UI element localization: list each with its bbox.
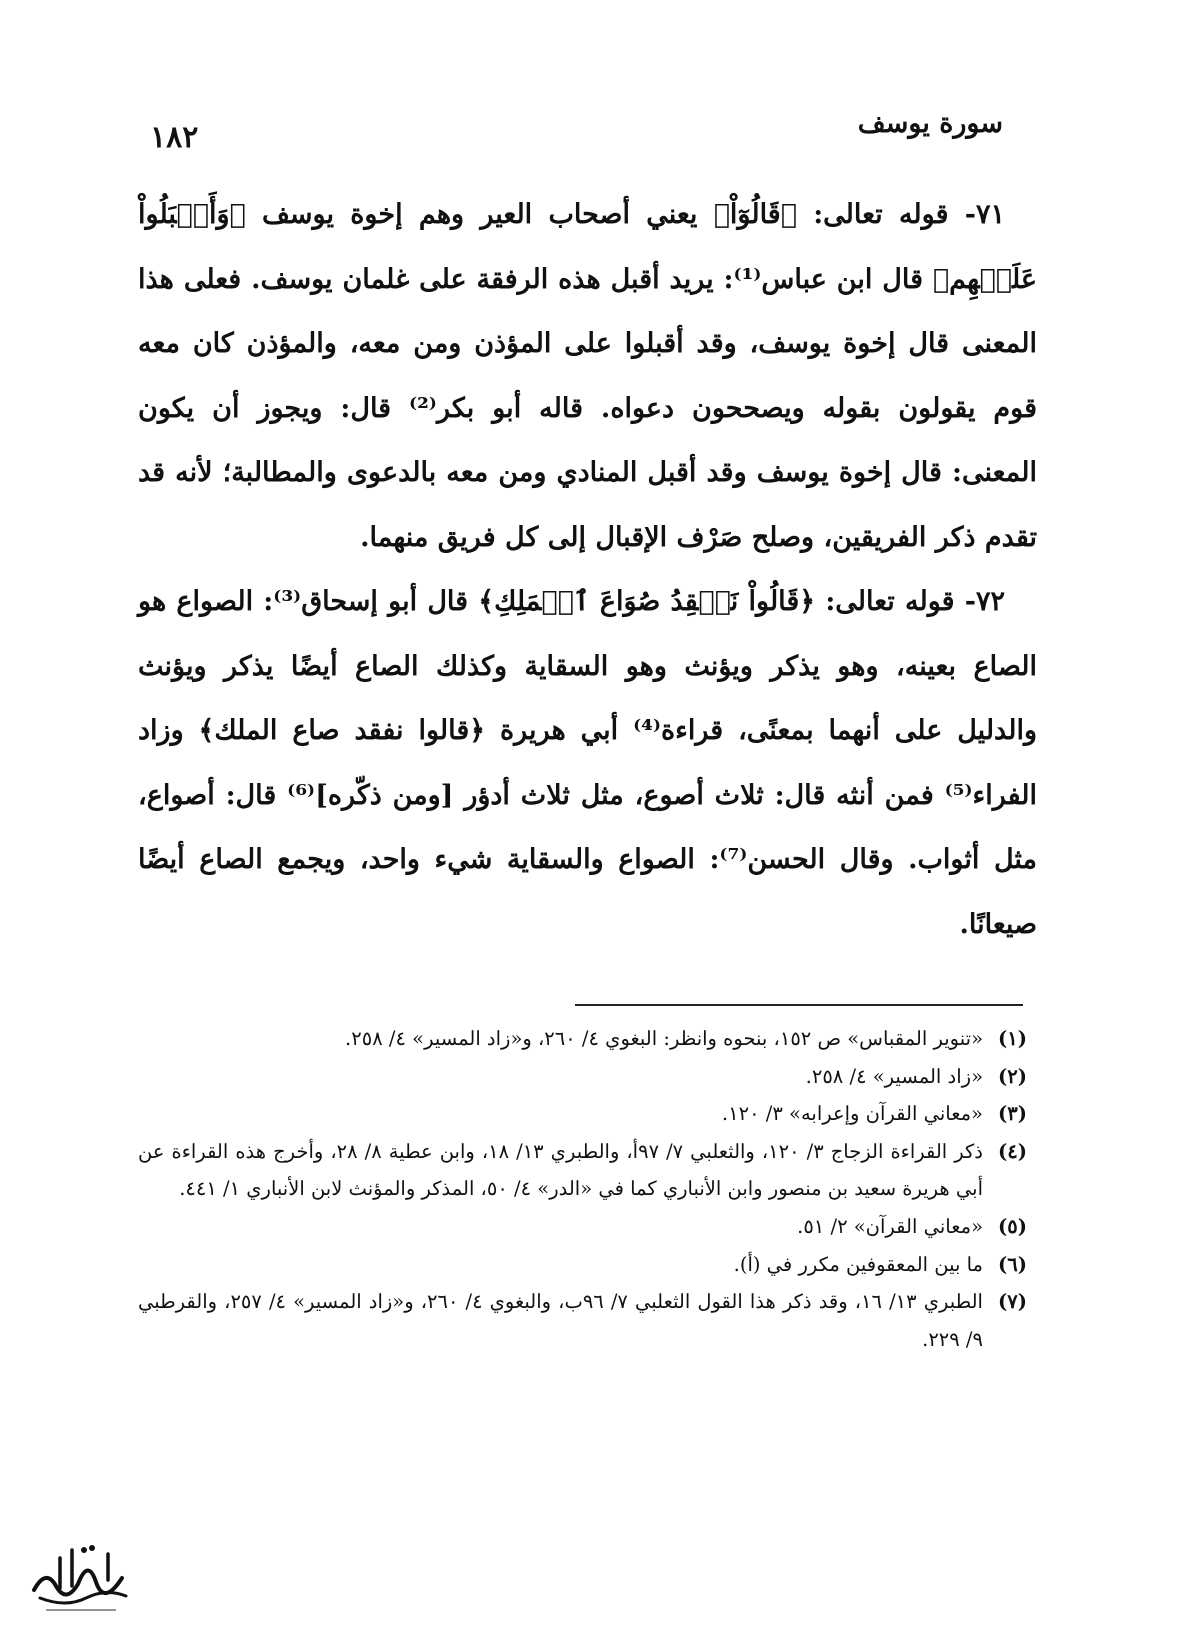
footnote-separator	[575, 1004, 1023, 1006]
footnote	[138, 1095, 1027, 1133]
running-title: سورة يوسف	[857, 108, 1003, 139]
footnote-number: (٣)	[998, 1102, 1027, 1126]
footnote-text: «تنوير المقباس» ص ١٥٢، بنحوه وانظر: البغوي ٤/ ٢٦٠، و«زاد المسير» ٤/ ٢٥٨.	[345, 1027, 983, 1050]
footnote-text: «معاني القرآن وإعرابه» ٣/ ١٢٠.	[721, 1102, 983, 1126]
footnote-number: (٤)	[998, 1139, 1027, 1163]
page-header	[150, 108, 1003, 168]
main-text	[138, 183, 1037, 957]
paragraph-72: ٧٢- قوله تعالى: ﴿قَالُواْ نَفۡقِدُ صُوَاعَ ٱلۡمَلِكِ﴾ قال أبو إسحاق⁽³⁾: الصواع هو الصاع بعينه، وهو يذكر ويؤنث وهو السقاية وكذلك الصاع أيضًا يذكر ويؤنث والدليل على أنهما بمعنًى، قراءة⁽⁴⁾ أبي هريرة ﴿قالوا نفقد صاع الملك﴾ وزاد الفراء⁽⁵⁾ فمن أنثه قال: ثلاث أصوع، مثل ثلاث أدؤر [ومن ذكّره]⁽⁶⁾ قال: أصواع، مثل أثواب. وقال الحسن⁽⁷⁾: الصواع والسقاية شيء واحد، ويجمع الصاع أيضًا صيعانًا.	[138, 586, 1038, 940]
footnote	[138, 1058, 1027, 1096]
page-number: ١٨٢	[150, 120, 199, 155]
footnote-text: الطبري ١٣/ ١٦، وقد ذكر هذا القول الثعلبي ٧/ ٩٦ب، والبغوي ٤/ ٢٦٠، و«زاد المسير» ٤/ ٢٥٧، والقرطبي ٩/ ٢٢٩.	[138, 1290, 983, 1351]
paragraph-71: ٧١- قوله تعالى: ﴿قَالُوٓاْ﴾ يعني أصحاب العير وهم إخوة يوسف ﴿وَأَقۡبَلُواْ عَلَيۡهِم﴾ قال ابن عباس⁽¹⁾: يريد أقبل هذه الرفقة على غلمان يوسف. فعلى هذا المعنى قال إخوة يوسف، وقد أقبلوا على المؤذن ومن معه، والمؤذن كان معه قوم يقولون بقوله ويصححون دعواه. قاله أبو بكر⁽²⁾ قال: ويجوز أن يكون المعنى: قال إخوة يوسف وقد أقبل المنادي ومن معه بالدعوى والمطالبة؛ لأنه قد تقدم ذكر الفريقين، وصلح صَرْف الإقبال إلى كل فريق منهما.	[138, 199, 1038, 553]
footnote	[138, 1208, 1027, 1246]
footnote-number: (٧)	[998, 1290, 1027, 1314]
footnote-number: (٢)	[998, 1064, 1027, 1088]
footnote	[138, 1283, 1027, 1358]
footnote-number: (١)	[998, 1027, 1027, 1050]
footnote-text: ما بين المعقوفين مكرر في (أ).	[733, 1252, 983, 1276]
footnote-number: (٦)	[998, 1252, 1027, 1276]
footnote	[138, 1133, 1027, 1208]
footnote-number: (٥)	[998, 1214, 1027, 1238]
footnote-text: ذكر القراءة الزجاج ٣/ ١٢٠، والثعلبي ٧/ ٩٧أ، والطبري ١٣/ ١٨، وابن عطية ٨/ ٢٨، وأخرج هذه القراءة عن أبي هريرة سعيد بن منصور وابن الأنباري كما في «الدر» ٤/ ٥٠، المذكر والمؤنث لابن الأنباري ١/ ٤٤١.	[138, 1139, 983, 1201]
footnote	[138, 1020, 1027, 1058]
publisher-logo-icon	[26, 1528, 136, 1618]
footnotes	[138, 1020, 1027, 1358]
footnote	[138, 1246, 1027, 1284]
footnote-text: «معاني القرآن» ٢/ ٥١.	[797, 1214, 983, 1238]
footnote-text: «زاد المسير» ٤/ ٢٥٨.	[805, 1064, 983, 1088]
